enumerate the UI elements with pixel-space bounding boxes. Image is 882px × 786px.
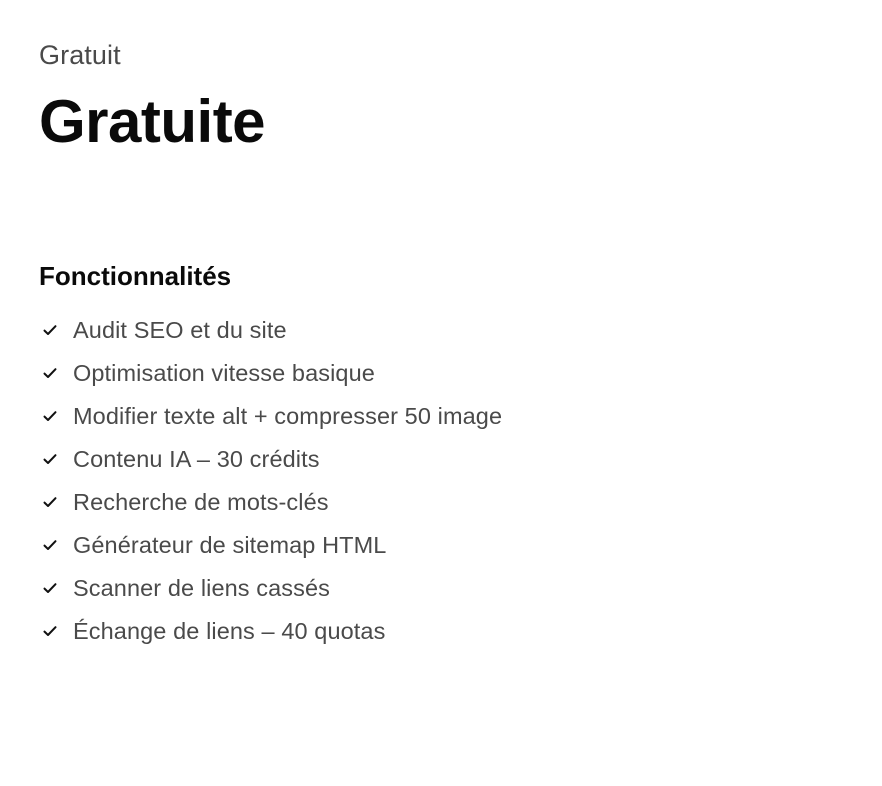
features-heading: Fonctionnalités: [39, 261, 232, 291]
check-icon: [42, 322, 58, 338]
feature-item: [39, 437, 502, 480]
feature-item: [39, 308, 502, 351]
check-icon: [42, 537, 58, 553]
plan-name: Gratuit: [39, 40, 121, 70]
check-icon: [42, 580, 58, 596]
feature-label: Scanner de liens cassés: [73, 574, 331, 601]
feature-item: [39, 394, 502, 437]
pricing-plan-card: [39, 0, 859, 786]
check-icon: [42, 494, 58, 510]
feature-label: Échange de liens – 40 quotas: [73, 617, 386, 644]
feature-item: [39, 351, 502, 394]
feature-label: Recherche de mots-clés: [73, 488, 329, 515]
check-icon: [42, 451, 58, 467]
check-icon: [42, 408, 58, 424]
feature-item: [39, 566, 502, 609]
check-icon: [42, 365, 58, 381]
feature-item: [39, 609, 502, 652]
features-list: [39, 308, 502, 652]
feature-label: Générateur de sitemap HTML: [73, 531, 387, 558]
feature-label: Contenu IA – 30 crédits: [73, 445, 320, 472]
feature-item: [39, 480, 502, 523]
feature-label: Audit SEO et du site: [73, 316, 287, 343]
feature-label: Modifier texte alt + compresser 50 image: [73, 402, 503, 429]
check-icon: [42, 623, 58, 639]
plan-price: Gratuite: [39, 88, 266, 155]
feature-item: [39, 523, 502, 566]
feature-label: Optimisation vitesse basique: [73, 359, 375, 386]
